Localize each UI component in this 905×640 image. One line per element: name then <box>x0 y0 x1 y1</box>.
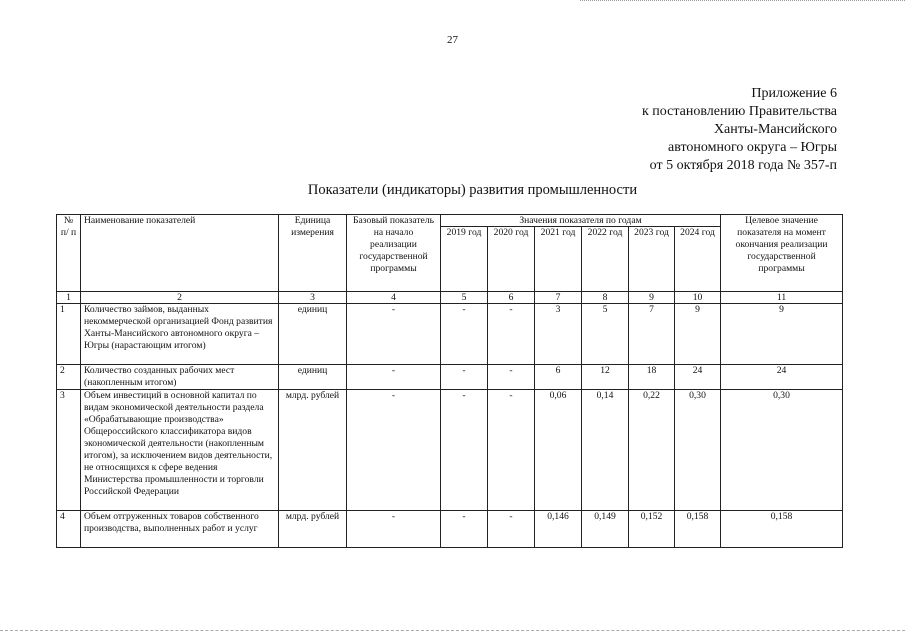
column-number: 4 <box>347 292 441 304</box>
table-row <box>57 390 843 511</box>
header-year: 2021 год <box>535 227 582 292</box>
header-unit: Единица измерения <box>279 215 347 292</box>
row-value: - <box>488 365 535 390</box>
appendix-line: к постановлению Правительства <box>641 104 837 119</box>
row-name: Количество созданных рабочих мест (накопленным итогом) <box>81 365 279 390</box>
row-name: Объем отгруженных товаров собственного производства, выполненных работ и услуг <box>81 511 279 548</box>
header-target: Целевое значение показателя на момент окончания реализации государственной программы <box>721 215 843 292</box>
row-value: 0,14 <box>582 390 629 511</box>
column-numbers-row <box>57 292 843 304</box>
row-num: 2 <box>57 365 81 390</box>
row-value: 0,152 <box>629 511 675 548</box>
row-value: - <box>441 390 488 511</box>
document-title: Показатели (индикаторы) развития промышленности <box>307 182 638 198</box>
header-row <box>57 215 843 227</box>
row-value: - <box>441 304 488 365</box>
row-unit: единиц <box>279 304 347 365</box>
row-value: 18 <box>629 365 675 390</box>
row-unit: единиц <box>279 365 347 390</box>
row-target: 24 <box>721 365 843 390</box>
row-target: 0,30 <box>721 390 843 511</box>
row-value: 9 <box>675 304 721 365</box>
column-number: 3 <box>279 292 347 304</box>
table-row <box>57 365 843 390</box>
row-value: 0,06 <box>535 390 582 511</box>
row-base: - <box>347 365 441 390</box>
column-number: 6 <box>488 292 535 304</box>
row-value: 6 <box>535 365 582 390</box>
header-num: № п/ п <box>57 215 81 292</box>
row-value: 0,30 <box>675 390 721 511</box>
row-num: 4 <box>57 511 81 548</box>
row-name: Объем инвестиций в основной капитал по видам экономической деятельности раздела «Обрабатывающие производства» Общероссийского классификатора видов экономической деятельности (накопленным итогом), за исключением видов деятельности, не относящихся к сфере ведения Министерства промышленности и торговли Российской Федерации <box>81 390 279 511</box>
row-value: 0,149 <box>582 511 629 548</box>
header-base: Базовый показатель на начало реализации государственной программы <box>347 215 441 292</box>
row-target: 9 <box>721 304 843 365</box>
header-year: 2024 год <box>675 227 721 292</box>
top-edge-rule <box>580 0 905 1</box>
column-number: 11 <box>721 292 843 304</box>
column-number: 8 <box>582 292 629 304</box>
column-number: 1 <box>57 292 81 304</box>
header-years-group: Значения показателя по годам <box>441 215 721 227</box>
row-name: Количество займов, выданных некоммерческой организацией Фонд развития Ханты-Мансийского автономного округа – Югры (нарастающим итогом) <box>81 304 279 365</box>
row-value: 12 <box>582 365 629 390</box>
appendix-line: автономного округа – Югры <box>668 140 837 155</box>
header-year: 2023 год <box>629 227 675 292</box>
row-target: 0,158 <box>721 511 843 548</box>
indicators-table <box>56 214 843 548</box>
row-value: - <box>441 365 488 390</box>
row-num: 3 <box>57 390 81 511</box>
row-value: - <box>441 511 488 548</box>
row-value: - <box>488 390 535 511</box>
column-number: 9 <box>629 292 675 304</box>
row-num: 1 <box>57 304 81 365</box>
row-value: 0,146 <box>535 511 582 548</box>
row-value: 0,22 <box>629 390 675 511</box>
appendix-line: Приложение 6 <box>751 86 837 101</box>
row-value: 3 <box>535 304 582 365</box>
header-name: Наименование показателей <box>81 215 279 292</box>
row-base: - <box>347 304 441 365</box>
page-number: 27 <box>447 34 458 46</box>
row-value: 5 <box>582 304 629 365</box>
row-value: 0,158 <box>675 511 721 548</box>
row-base: - <box>347 390 441 511</box>
row-unit: млрд. рублей <box>279 511 347 548</box>
row-value: - <box>488 304 535 365</box>
row-value: 7 <box>629 304 675 365</box>
appendix-line: Ханты-Мансийского <box>713 122 837 137</box>
row-value: - <box>488 511 535 548</box>
table-row <box>57 511 843 548</box>
row-unit: млрд. рублей <box>279 390 347 511</box>
header-year: 2022 год <box>582 227 629 292</box>
column-number: 5 <box>441 292 488 304</box>
row-base: - <box>347 511 441 548</box>
table-row <box>57 304 843 365</box>
header-year: 2020 год <box>488 227 535 292</box>
column-number: 10 <box>675 292 721 304</box>
column-number: 2 <box>81 292 279 304</box>
header-year: 2019 год <box>441 227 488 292</box>
appendix-line: от 5 октября 2018 года № 357-п <box>649 158 837 173</box>
appendix-block <box>642 85 837 175</box>
bottom-edge-rule <box>0 630 905 631</box>
row-value: 24 <box>675 365 721 390</box>
column-number: 7 <box>535 292 582 304</box>
